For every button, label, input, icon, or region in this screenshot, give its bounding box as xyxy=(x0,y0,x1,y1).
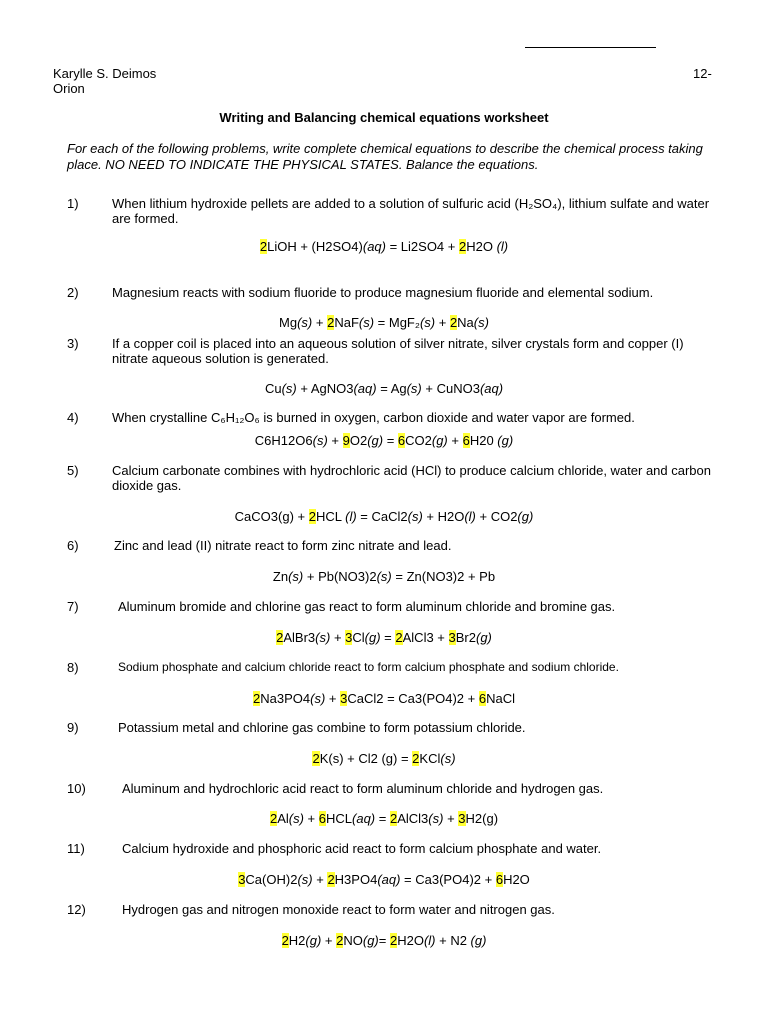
state-label: (g) xyxy=(517,509,534,524)
equation-segment: + xyxy=(443,811,459,826)
equation-segment: AlCl3 xyxy=(397,811,429,826)
state-label: (aq) xyxy=(353,381,377,396)
problem-number: 12) xyxy=(67,902,86,917)
balanced-equation xyxy=(0,872,768,887)
equation-segment: H2O xyxy=(503,872,530,887)
equation-segment: Br2 xyxy=(455,630,476,645)
equation-segment: Cu xyxy=(264,381,282,396)
equation-segment: Al xyxy=(277,811,289,826)
equation-segment: Na xyxy=(457,315,474,330)
coefficient-highlight: 3 xyxy=(345,630,353,645)
balanced-equation xyxy=(0,509,768,524)
coefficient-highlight: 2 xyxy=(389,811,398,826)
worksheet-title: Writing and Balancing chemical equations worksheet xyxy=(219,110,549,125)
problem-text: Aluminum bromide and chlorine gas react to form aluminum chloride and bromine gas. xyxy=(118,599,616,614)
coefficient-highlight: 3 xyxy=(238,872,246,887)
equation-segment: + H2O xyxy=(422,509,465,524)
coefficient-highlight: 2 xyxy=(336,933,344,948)
equation-segment: LiOH + (H2SO4) xyxy=(267,239,363,254)
problem-text: Magnesium reacts with sodium fluoride to produce magnesium fluoride and elemental sodium. xyxy=(112,285,654,300)
problem-number: 8) xyxy=(67,660,79,675)
state-label: (aq) xyxy=(479,381,504,396)
signature-line xyxy=(525,47,656,48)
equation-segment: = xyxy=(380,630,396,645)
equation-segment: AlCl3 + xyxy=(402,630,449,645)
coefficient-highlight: 6 xyxy=(478,691,487,706)
equation-segment: + CuNO3 xyxy=(421,381,480,396)
state-label: (aq) xyxy=(362,239,386,254)
coefficient-highlight: 9 xyxy=(342,433,350,448)
coefficient-highlight: 2 xyxy=(395,630,403,645)
equation-segment: + xyxy=(312,315,328,330)
equation-segment: + N2 xyxy=(435,933,471,948)
equation-segment: O2 xyxy=(349,433,368,448)
problem-number: 6) xyxy=(67,538,79,553)
equation-segment: NO xyxy=(343,933,363,948)
state-label: (g) xyxy=(367,433,384,448)
equation-segment: = Zn(NO3)2 + Pb xyxy=(391,569,496,584)
equation-segment: + xyxy=(303,811,319,826)
equation-segment: H2(g) xyxy=(465,811,499,826)
state-label: (s) xyxy=(281,381,297,396)
student-name-block xyxy=(53,66,156,96)
state-label: (s) xyxy=(407,509,423,524)
equation-segment: CO2 xyxy=(405,433,432,448)
coefficient-highlight: 6 xyxy=(397,433,406,448)
equation-segment: H3PO4 xyxy=(334,872,378,887)
equation-segment: = CaCl2 xyxy=(356,509,408,524)
coefficient-highlight: 2 xyxy=(253,691,261,706)
coefficient-highlight: 2 xyxy=(458,239,467,254)
problem-number: 3) xyxy=(67,336,79,351)
balanced-equation xyxy=(0,433,768,448)
equation-segment: = xyxy=(375,811,390,826)
equation-segment: + AgNO3 xyxy=(296,381,354,396)
state-label: (g) xyxy=(364,630,381,645)
coefficient-highlight: 2 xyxy=(312,751,320,766)
state-label: (s) xyxy=(288,811,304,826)
coefficient-highlight: 3 xyxy=(448,630,456,645)
equation-segment: C6H12O6 xyxy=(254,433,313,448)
coefficient-highlight: 2 xyxy=(308,509,316,524)
coefficient-highlight: 2 xyxy=(327,315,335,330)
state-label: (s) xyxy=(297,872,313,887)
state-label: (s) xyxy=(297,315,313,330)
problem-number: 2) xyxy=(67,285,79,300)
coefficient-highlight: 6 xyxy=(318,811,326,826)
state-label: (s) xyxy=(315,630,331,645)
equation-segment: + xyxy=(321,933,337,948)
state-label: (aq) xyxy=(377,872,401,887)
equation-segment: H2 xyxy=(288,933,306,948)
equation-segment: AlBr3 xyxy=(283,630,316,645)
equation-segment: HCL xyxy=(315,509,346,524)
equation-segment: = xyxy=(383,433,398,448)
coefficient-highlight: 2 xyxy=(281,933,289,948)
equation-segment: Na3PO4 xyxy=(260,691,311,706)
equation-segment: H2O xyxy=(397,933,424,948)
problem-number: 7) xyxy=(67,599,79,614)
problem-number: 9) xyxy=(67,720,79,735)
equation-segment: CaCl2 = Ca3(PO4)2 + xyxy=(347,691,479,706)
state-label: (s) xyxy=(358,315,375,330)
coefficient-highlight: 2 xyxy=(259,239,268,254)
coefficient-highlight: 2 xyxy=(389,933,398,948)
equation-segment: + CO2 xyxy=(475,509,518,524)
state-label: (g) xyxy=(470,933,487,948)
state-label: (s) xyxy=(376,569,392,584)
problem-text: Hydrogen gas and nitrogen monoxide react to form water and nitrogen gas. xyxy=(122,902,555,917)
problem-text: When crystalline C₆H₁₂O₆ is burned in oxygen, carbon dioxide and water vapor are formed. xyxy=(112,410,635,425)
state-label: (g) xyxy=(497,433,514,448)
problem-number: 5) xyxy=(67,463,79,478)
coefficient-highlight: 2 xyxy=(412,751,420,766)
equation-segment: Zn xyxy=(272,569,289,584)
problem-text: Zinc and lead (II) nitrate react to form zinc nitrate and lead. xyxy=(114,538,452,553)
equation-segment: H2O xyxy=(466,239,497,254)
equation-segment: Mg xyxy=(279,315,298,330)
equation-segment: KCl xyxy=(419,751,441,766)
state-label: (s) xyxy=(406,381,422,396)
equation-segment: = Li2SO4 + xyxy=(385,239,459,254)
problem-text: Sodium phosphate and calcium chloride react to form calcium phosphate and sodium chloride. xyxy=(118,660,619,674)
balanced-equation xyxy=(0,811,768,826)
coefficient-highlight: 2 xyxy=(449,315,458,330)
equation-segment: = Ca3(PO4)2 + xyxy=(400,872,496,887)
problem-text: Calcium carbonate combines with hydrochloric acid (HCl) to produce calcium chloride, water and carbon dioxide gas. xyxy=(112,463,711,493)
problem-number: 1) xyxy=(67,196,79,211)
problem-text: When lithium hydroxide pellets are added to a solution of sulfuric acid (H₂SO₄), lithium sulfate and water are formed. xyxy=(112,196,710,226)
state-label: (s) xyxy=(310,691,326,706)
coefficient-highlight: 2 xyxy=(276,630,284,645)
state-label: (s) xyxy=(473,315,489,330)
state-label: (aq) xyxy=(352,811,376,826)
state-label: (s) xyxy=(312,433,328,448)
balanced-equation xyxy=(0,933,768,948)
balanced-equation xyxy=(0,569,768,584)
grade-level: 12- xyxy=(693,66,712,81)
equation-segment: H20 xyxy=(469,433,498,448)
equation-segment: K(s) + Cl2 (g) = xyxy=(319,751,413,766)
student-name: Karylle S. Deimos xyxy=(53,66,157,81)
equation-segment: CaCO3(g) + xyxy=(234,509,309,524)
state-label: (g) xyxy=(431,433,448,448)
equation-segment: + xyxy=(435,315,450,330)
problem-text: Calcium hydroxide and phosphoric acid react to form calcium phosphate and water. xyxy=(122,841,602,856)
balanced-equation xyxy=(0,751,768,766)
state-label: (s) xyxy=(288,569,304,584)
coefficient-highlight: 6 xyxy=(462,433,470,448)
coefficient-highlight: 2 xyxy=(327,872,335,887)
state-label: (g) xyxy=(305,933,322,948)
problem-number: 11) xyxy=(67,841,85,856)
balanced-equation xyxy=(0,239,768,254)
equation-segment: Cl xyxy=(352,630,365,645)
equation-segment: + xyxy=(325,691,341,706)
coefficient-highlight: 3 xyxy=(458,811,466,826)
coefficient-highlight: 2 xyxy=(269,811,278,826)
equation-segment: + xyxy=(330,630,346,645)
equation-segment: = MgF₂ xyxy=(374,315,420,330)
state-label: (s) xyxy=(419,315,436,330)
equation-segment: + xyxy=(327,433,343,448)
problem-number: 10) xyxy=(67,781,86,796)
coefficient-highlight: 6 xyxy=(495,872,504,887)
problem-text: Aluminum and hydrochloric acid react to form aluminum chloride and hydrogen gas. xyxy=(122,781,604,796)
equation-segment: + xyxy=(312,872,328,887)
state-label: (s) xyxy=(440,751,456,766)
instructions: For each of the following problems, write complete chemical equations to describe the chemical process taking place. NO NEED TO INDICATE THE PHYSICAL STATES. Balance the equations. xyxy=(67,141,703,172)
problem-text: Potassium metal and chlorine gas combine to form potassium chloride. xyxy=(118,720,526,735)
equation-segment: NaCl xyxy=(486,691,515,706)
state-label: (l) xyxy=(464,509,476,524)
equation-segment: NaF xyxy=(334,315,359,330)
state-label: (l) xyxy=(496,239,509,254)
balanced-equation xyxy=(0,691,768,706)
balanced-equation xyxy=(0,630,768,645)
equation-segment: = Ag xyxy=(376,381,407,396)
equation-segment: + Pb(NO3)2 xyxy=(303,569,377,584)
student-section: Orion xyxy=(53,81,85,96)
equation-segment: = xyxy=(378,933,390,948)
balanced-equation xyxy=(0,381,768,396)
equation-segment: Ca(OH)2 xyxy=(245,872,298,887)
state-label: (s) xyxy=(428,811,444,826)
problem-number: 4) xyxy=(67,410,79,425)
problem-text: If a copper coil is placed into an aqueous solution of silver nitrate, silver crystals form and copper (I) nitrate aqueous solution is generated. xyxy=(112,336,684,366)
state-label: (l) xyxy=(345,509,357,524)
state-label: (l) xyxy=(423,933,436,948)
balanced-equation xyxy=(0,315,768,330)
equation-segment: + xyxy=(447,433,463,448)
state-label: (g) xyxy=(475,630,492,645)
coefficient-highlight: 3 xyxy=(340,691,348,706)
state-label: (g) xyxy=(362,933,379,948)
equation-segment: HCL xyxy=(326,811,353,826)
